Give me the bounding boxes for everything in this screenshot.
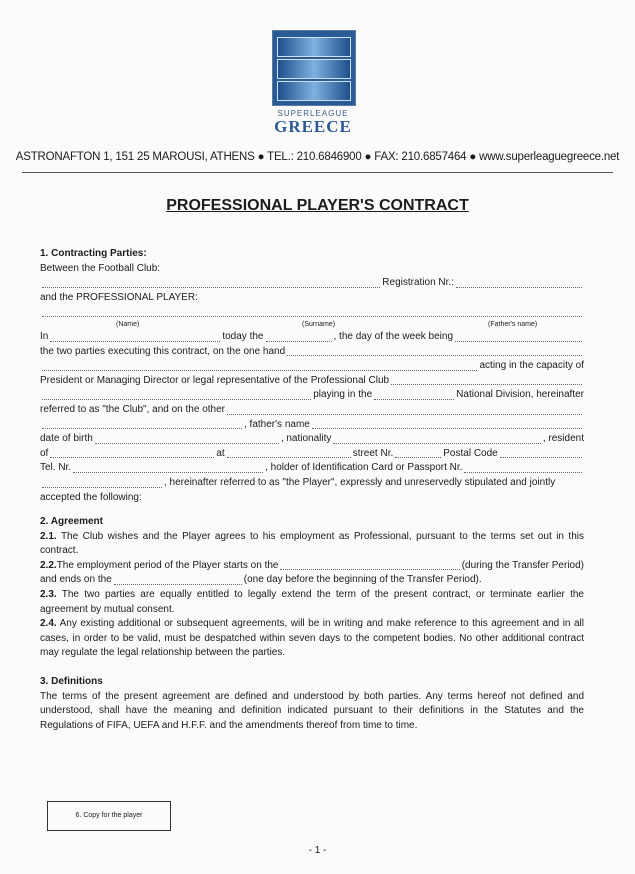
header-divider [22,172,613,173]
logo-title: GREECE [274,117,352,136]
between-club-label: Between the Football Club: [40,262,161,274]
tel-field[interactable] [73,472,263,473]
referred-club-label: referred to as "the Club", and on the other [40,403,225,415]
weekday-field[interactable] [455,341,582,342]
end-date-field[interactable] [114,584,242,585]
parties-line [40,345,584,360]
other-party-field[interactable] [227,414,582,415]
clause-2-2-line-1 [40,559,584,574]
registration-label: Registration Nr.: [382,277,454,289]
nationality-label: , nationality [280,433,332,445]
caption-surname: (Surname) [302,320,336,328]
acting-label: acting in the capacity of [479,360,584,372]
logo-stripe-bottom [277,81,351,101]
superleague-logo [272,30,354,136]
date-field[interactable] [266,341,332,342]
professional-club-field[interactable] [391,384,582,385]
caption-father: (Father's name) [488,320,538,328]
other-party-line [40,403,584,418]
postal-label: Postal Code [443,447,498,459]
accepted-label: accepted the following: [40,491,142,503]
logo-stripe-top [277,37,351,57]
player-line [40,305,584,320]
street-number-field[interactable] [395,457,441,458]
national-division-label: National Division, hereinafter [456,389,584,401]
first-party-field[interactable] [287,355,582,356]
division-field[interactable] [374,399,454,400]
clause-2-2-before: (one day before the beginning of the Transfer Period). [243,574,482,586]
clause-2-3-text: The two parties are equally entitled to legally extend the term of the present contract, or terminate earlier the agreement by mutual consent. [40,588,584,615]
player-name-field[interactable] [42,316,582,317]
division-line [40,388,584,403]
president-line [40,374,584,389]
section-contracting-parties [40,247,584,505]
club-field-2[interactable] [42,399,311,400]
hereinafter-line [40,476,584,491]
logo-stripe-middle [277,59,351,79]
street-label: street Nr. [352,447,394,459]
fathers-name-field[interactable] [312,428,582,429]
resident-label: , resident [542,433,584,445]
clause-2-1 [40,530,584,559]
player-full-name-field[interactable] [42,428,242,429]
player-captions [40,320,584,330]
clause-2-2-number: 2.2. [40,559,57,571]
dob-field[interactable] [95,443,279,444]
page-number: - 1 - [308,845,327,856]
id-field-2[interactable] [42,487,162,488]
club-line [40,276,584,291]
club-name-field[interactable] [42,287,380,288]
clause-2-2-ends: and ends on the [40,574,112,586]
two-parties-label: the two parties executing this contract, on the one hand [40,345,286,357]
section-1-heading: 1. Contracting Parties: [40,248,147,259]
caption-name: (Name) [116,320,140,328]
section-3-heading: 3. Definitions [40,676,103,687]
clause-2-2-transfer: (during the Transfer Period) [461,559,584,571]
document-title: PROFESSIONAL PLAYER'S CONTRACT [166,197,469,214]
clause-2-2-line-2 [40,573,584,588]
logo-emblem [272,30,356,106]
playing-label: playing in the [313,389,373,401]
address-line [40,447,584,462]
definitions-text: The terms of the present agreement are defined and understood by both parties. Any terms hereof not defined and understood, shall have the meaning and definition indicated pursuant to their definitions in the Statutes and the Regulations of FIFA, UEFA and H.F.F. and the amendments thereof from time to time. [40,690,584,731]
clause-2-2-start: The employment period of the Player starts on the [56,559,279,571]
place-field[interactable] [50,341,220,342]
and-player-label: and the PROFESSIONAL PLAYER: [40,291,198,303]
weekday-label: , the day of the week being [333,330,454,342]
section-agreement [40,515,584,661]
acting-line [40,359,584,374]
section-2-heading: 2. Agreement [40,516,103,527]
start-date-field[interactable] [280,569,459,570]
clause-2-4-text: Any existing additional or subsequent agreements, will be in writing and make reference to this agreement and in all cases, in order to be valid, must be despatched within seven days to the competent bodies. No other additional contract may regulate the legal relationship between the parties. [40,618,584,659]
in-label: In [40,330,49,342]
fathers-name-label: , father's name [244,418,310,430]
today-label: today the [222,330,264,342]
dob-label: date of birth [40,433,93,445]
clause-2-3 [40,588,584,617]
nationality-field[interactable] [333,443,540,444]
header-address: ASTRONAFTON 1, 151 25 MAROUSI, ATHENS ● TEL.: 210.6846900 ● FAX: 210.6857464 ● www.superleaguegreece.net [15,151,620,163]
clause-2-4-number: 2.4. [40,618,57,630]
birth-line [40,432,584,447]
clause-2-1-number: 2.1. [40,530,57,542]
place-date-line [40,330,584,345]
clause-2-4 [40,617,584,661]
of-label: of [40,447,49,459]
passport-field[interactable] [464,472,582,473]
president-label: President or Managing Director or legal representative of the Professional Club [40,374,390,386]
registration-field[interactable] [456,287,582,288]
clause-2-1-text: The Club wishes and the Player agrees to his employment as Professional, pursuant to the terms set out in this contract. [40,530,584,557]
father-line [40,418,584,433]
hereinafter-label: , hereinafter referred to as "the Player", expressly and unreservedly stipulated and jointly [164,476,556,488]
street-field[interactable] [227,457,351,458]
section-definitions [40,675,584,733]
city-field[interactable] [50,457,214,458]
holder-label: , holder of Identification Card or Passport Nr. [265,462,463,474]
copy-label-box: 6. Copy for the player [47,801,171,831]
tel-label: Tel. Nr. [40,462,72,474]
logo-subtitle: SUPERLEAGUE [277,109,349,118]
postal-field[interactable] [500,457,582,458]
tel-line [40,461,584,476]
representative-field[interactable] [42,370,477,371]
at-label: at [216,447,225,459]
clause-2-3-number: 2.3. [40,588,57,600]
